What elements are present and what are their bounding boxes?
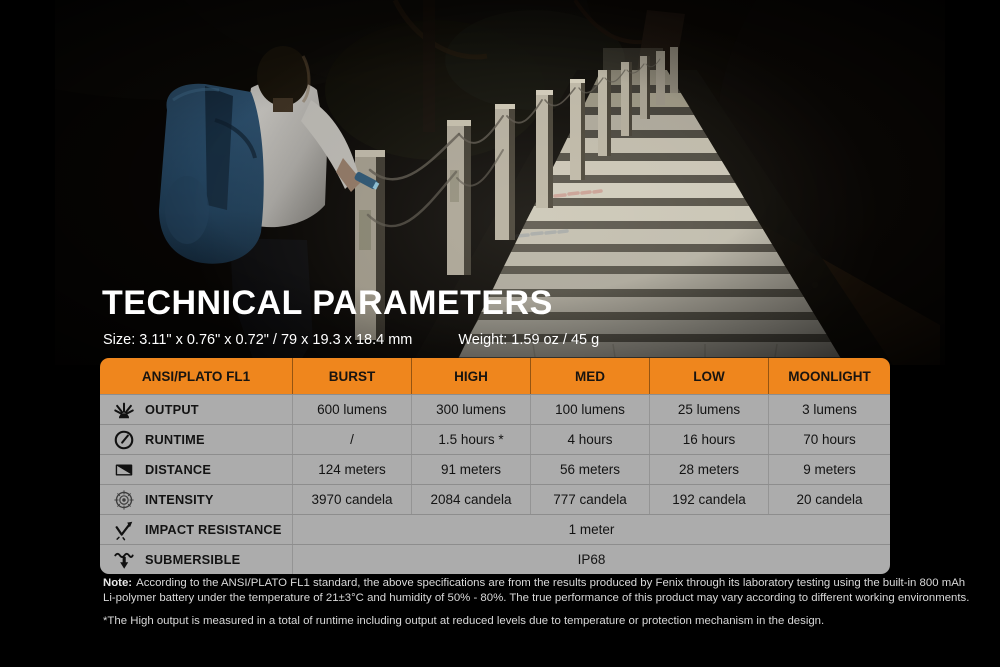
spec-value: 300 lumens: [412, 395, 531, 424]
spec-row-impact-resistance: [100, 514, 890, 544]
distance-icon: [112, 459, 136, 481]
header-cell-burst: BURST: [293, 358, 412, 394]
row-label-submersible: SUBMERSIBLE: [100, 545, 293, 574]
spec-row-runtime: [100, 424, 890, 454]
spec-row-intensity: [100, 484, 890, 514]
spec-table: [100, 358, 890, 574]
spec-value: 2084 candela: [412, 485, 531, 514]
spec-value: 20 candela: [796, 492, 863, 507]
spec-value: 192 candela: [650, 485, 769, 514]
spec-value: 777 candela: [531, 485, 650, 514]
spec-value: 3 lumens: [802, 402, 857, 417]
dimensions-line: [103, 332, 599, 348]
spec-value: 3970 candela: [293, 485, 412, 514]
header-cell-med: MED: [531, 358, 650, 394]
weight-text: Weight: 1.59 oz / 45 g: [458, 332, 600, 348]
spec-value: 16 hours: [650, 425, 769, 454]
spec-value: 28 meters: [650, 455, 769, 484]
spec-value: 600 lumens: [293, 395, 412, 424]
size-text: Size: 3.11" x 0.76" x 0.72" / 79 x 19.3 x 18.4 mm: [103, 332, 413, 348]
spec-row-output: [100, 394, 890, 424]
spec-value: 100 lumens: [531, 395, 650, 424]
notes-section: [103, 576, 970, 629]
runtime-icon: [112, 429, 136, 451]
row-label-distance: DISTANCE: [100, 455, 293, 484]
spec-value: 4 hours: [531, 425, 650, 454]
spec-row-distance: [100, 454, 890, 484]
note-line-1: Note: According to the ANSI/PLATO FL1 standard, the above specifications are from the results produced by Fenix through its laboratory testing using the built-in 800 mAh: [103, 577, 966, 589]
spec-value: 56 meters: [531, 455, 650, 484]
note-label: Note:: [103, 577, 133, 589]
spec-value: /: [293, 425, 412, 454]
header-cell-standard: ANSI/PLATO FL1: [100, 358, 293, 394]
spec-value-span: IP68: [577, 552, 606, 567]
spec-value: 70 hours: [803, 432, 856, 447]
row-label-impact-resistance: IMPACT RESISTANCE: [100, 515, 293, 544]
row-label-output: OUTPUT: [100, 395, 293, 424]
output-icon: [112, 399, 136, 421]
spec-value: 1.5 hours *: [412, 425, 531, 454]
spec-value: 91 meters: [412, 455, 531, 484]
spec-row-submersible: [100, 544, 890, 574]
header-cell-high: HIGH: [412, 358, 531, 394]
submersible-icon: [112, 549, 136, 571]
header-cell-low: LOW: [650, 358, 769, 394]
spec-table-header: [100, 358, 890, 394]
footnote: *The High output is measured in a total of runtime including output at reduced levels due to temperature or protection mechanism in the design.: [103, 615, 825, 627]
row-label-runtime: RUNTIME: [100, 425, 293, 454]
row-label-intensity: INTENSITY: [100, 485, 293, 514]
spec-value-span: 1 meter: [568, 522, 615, 537]
note-line-2: Li-polymer battery under the temperature of 21±3°C and humidity of 50% - 80%. The true performance of this product may vary according to different working environments.: [103, 591, 970, 604]
header-cell-moonlight: MOONLIGHT: [788, 368, 871, 384]
page-title: TECHNICAL PARAMETERS: [102, 284, 553, 322]
intensity-icon: [112, 489, 136, 511]
spec-value: 124 meters: [293, 455, 412, 484]
spec-value: 25 lumens: [650, 395, 769, 424]
impact-resistance-icon: [112, 519, 136, 541]
spec-value: 9 meters: [803, 462, 856, 477]
